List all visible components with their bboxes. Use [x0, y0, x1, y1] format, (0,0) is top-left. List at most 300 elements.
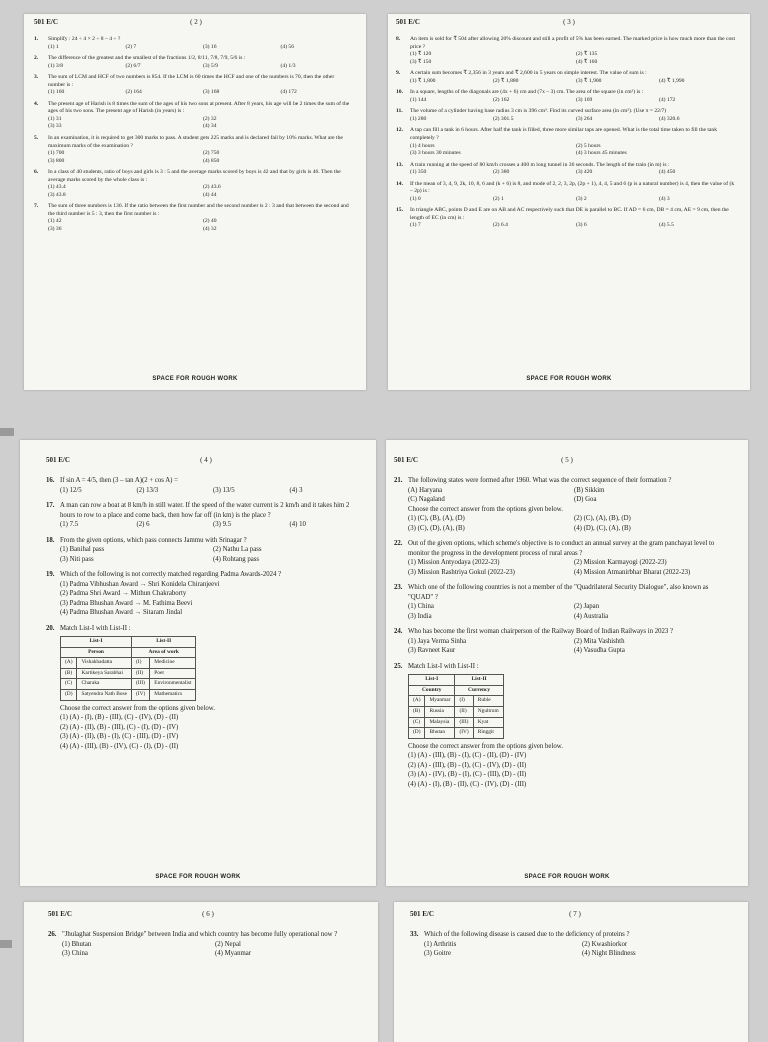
question-number: 11. — [396, 108, 403, 115]
answer-option[interactable]: (2) (C), (A), (B), (D) — [574, 515, 631, 523]
table-cell: (IV) — [455, 728, 473, 739]
exam-page-2 — [24, 14, 366, 390]
answer-option[interactable]: (3) 5/9 — [203, 62, 219, 69]
question-item — [396, 127, 742, 157]
question-item — [34, 36, 358, 51]
question-item — [396, 207, 742, 230]
option-list — [410, 116, 742, 124]
table-cell: (III) — [132, 679, 150, 690]
question-number: 33. — [410, 931, 419, 938]
answer-option[interactable]: (4) Mission Atmanirbhar Bharat (2022-23) — [574, 568, 691, 576]
page-number: ( 3 ) — [563, 18, 575, 26]
answer-option[interactable]: (3) (A) - (IV), (B) - (I), (C) - (III), (D) - (II) — [408, 771, 527, 779]
answer-option[interactable]: (4) 850 — [203, 157, 220, 164]
answer-option[interactable]: (2) 164 — [125, 89, 142, 96]
answer-option[interactable]: (3) Mission Rashtriya Gokul (2022-23) — [408, 568, 515, 576]
answer-option[interactable]: (2) 6.4 — [493, 222, 508, 229]
list-1-header: List-I — [61, 637, 132, 648]
table-cell: Bhutan — [425, 728, 455, 739]
question-item — [410, 930, 740, 959]
answer-option[interactable]: (4) 34 — [203, 123, 217, 130]
paper-code: 501 E/C — [396, 18, 420, 26]
list-2-header: List-II — [132, 637, 196, 648]
answer-option[interactable]: (2) Nathu La pass — [213, 546, 262, 554]
answer-option[interactable]: (3) 6 — [576, 222, 587, 229]
question-item — [34, 74, 358, 97]
question-number: 1. — [34, 36, 39, 42]
answer-option[interactable]: (3) China — [62, 950, 88, 958]
answer-option[interactable]: (3) ₹ 150 — [410, 58, 432, 65]
exam-page-4 — [20, 440, 376, 886]
list-2-subheader: Currency — [455, 685, 503, 696]
question-text: Out of the given options, which scheme's objective is to conduct an annual survey at the gram panchayat level to monitor the progress in the development process of rural areas ? — [408, 540, 715, 557]
answer-option[interactable]: (3) ₹ 1,900 — [576, 77, 602, 84]
option-list — [410, 78, 742, 86]
answer-option[interactable]: (1) 42 — [48, 218, 62, 225]
answer-option[interactable]: (1) 280 — [410, 115, 427, 122]
question-item — [46, 476, 366, 495]
question-item — [394, 662, 740, 789]
option-list — [424, 940, 740, 959]
answer-option[interactable]: (1) ₹ 1,800 — [410, 77, 436, 84]
binder-clip-left-bottom — [0, 940, 12, 948]
answer-option[interactable]: (A) Haryana — [408, 486, 443, 494]
answer-option[interactable]: (2) 32 — [203, 115, 217, 122]
answer-option[interactable]: (3) Ravneet Kaur — [408, 647, 456, 655]
option-list — [410, 51, 742, 66]
option-list — [60, 545, 366, 564]
table-row — [61, 658, 196, 669]
question-text: A man can row a boat at 8 km/h in still water. If the speed of the water current is 2 km/h and it takes him 2 hours to row to a place and come back, then how far off (in km) is the place ? — [60, 502, 350, 519]
table-cell: (I) — [455, 696, 473, 707]
answer-option[interactable]: (4) 56 — [280, 43, 295, 50]
question-number: 15. — [396, 207, 403, 214]
answer-option[interactable]: (2) 1 — [493, 195, 504, 202]
answer-option[interactable]: (4) 3 — [289, 486, 303, 494]
question-list — [394, 476, 740, 656]
answer-option[interactable]: (4) (D), (C), (A), (B) — [574, 524, 631, 532]
answer-option[interactable]: (2) 380 — [493, 169, 510, 176]
answer-option[interactable]: (2) Mita Vashishth — [574, 637, 625, 645]
answer-option[interactable]: (3) 3 hours 30 minutes — [410, 150, 461, 157]
question-text: The following states were formed after 1960. What was the correct sequence of their formation ? — [408, 477, 672, 484]
answer-option[interactable]: (1) 350 — [410, 169, 427, 176]
table-cell: Myanmar — [425, 696, 455, 707]
answer-option[interactable]: (1) 7 — [410, 222, 421, 229]
answer-option[interactable]: (2) 301.5 — [493, 115, 514, 122]
question-number: 26. — [48, 931, 57, 938]
answer-option[interactable]: (4) (A) - (III), (B) - (IV), (C) - (I), (D) - (II) — [60, 742, 179, 750]
instruction-text: Choose the correct answer from the options given below. — [408, 505, 563, 513]
question-text: Match List-I with List-II : — [60, 624, 131, 632]
question-item — [34, 169, 358, 199]
table-cell: Medicine — [150, 658, 196, 669]
option-list — [60, 713, 366, 751]
question-text: If the mean of 3, 4, 9, 2k, 10, 8, 6 and (k + 6) is 8, and mode of 2, 2, 3, 2p, (2p + 1), 4, 4, 5 and 6 (p is a natural number) is 4, then the value of (k – 2p) is : — [410, 180, 735, 195]
list-2-subheader: Area of work — [132, 647, 196, 658]
answer-option[interactable]: (1) Bhutan — [62, 940, 92, 948]
question-text: The present age of Harish is 8 times the sum of the ages of his two sons at present. After 8 years, his age will be 2 times the sum of the ages of his two sons. The present age of Harish (in years) is : — [48, 100, 350, 115]
answer-option[interactable]: (4) ₹ 1,990 — [659, 77, 685, 84]
answer-option[interactable]: (4) 32 — [203, 226, 217, 233]
question-number: 23. — [394, 584, 403, 592]
question-number: 18. — [46, 536, 55, 544]
answer-option[interactable]: (4) 320.6 — [659, 115, 680, 122]
answer-option[interactable]: (1) ₹ 120 — [410, 51, 432, 58]
option-list — [408, 486, 740, 505]
question-item — [394, 583, 740, 621]
answer-option[interactable]: (3) 33 — [48, 123, 62, 130]
question-item — [396, 70, 742, 85]
answer-option[interactable]: (1) Banihal pass — [60, 546, 105, 554]
question-text: A certain sum becomes ₹ 2,356 in 3 years and ₹ 2,600 in 5 years on simple interest. The value of sum is : — [410, 70, 647, 77]
answer-option[interactable]: (1) 700 — [48, 150, 65, 157]
question-number: 4. — [34, 100, 39, 107]
paper-code: 501 E/C — [46, 456, 70, 464]
question-number: 22. — [394, 540, 403, 548]
answer-option[interactable]: (4) Rohtang pass — [213, 555, 260, 563]
page-number: ( 4 ) — [200, 456, 212, 464]
answer-option[interactable]: (2) 43.6 — [203, 184, 221, 191]
answer-option[interactable]: (3) Goitre — [424, 950, 451, 958]
question-number: 13. — [396, 161, 403, 168]
option-list — [48, 184, 358, 199]
answer-option[interactable]: (1) (A) - (III), (B) - (I), (C) - (II), (D) - (IV) — [408, 752, 527, 760]
question-text: Which of the following is not correctly matched regarding Padma Awards-2024 ? — [60, 571, 282, 579]
answer-option[interactable]: (2) 6 — [136, 521, 150, 529]
paper-code: 501 E/C — [48, 910, 72, 918]
page-header — [396, 18, 742, 32]
answer-option[interactable]: (2) 13/3 — [136, 486, 159, 494]
paper-code: 501 E/C — [410, 910, 434, 918]
instruction-text: Choose the correct answer from the options given below. — [60, 704, 215, 712]
match-question — [46, 624, 366, 751]
table-cell: (C) — [409, 717, 425, 728]
answer-option[interactable]: (3) 13/5 — [213, 486, 235, 494]
question-item — [396, 36, 742, 66]
match-question — [394, 662, 740, 789]
question-text: The difference of the greatest and the smallest of the fractions 1/2, 8/11, 7/8, 7/9, 5/6 is : — [48, 55, 246, 62]
question-item — [396, 181, 742, 204]
answer-option[interactable]: (1) 43.4 — [48, 184, 66, 191]
question-text: The volume of a cylinder having base radius 3 cm is 396 cm³. Find its curved surface area (in cm²). (Use π = 22/7) — [410, 108, 667, 115]
page-header — [48, 910, 368, 924]
answer-option[interactable]: (1) 7.5 — [60, 521, 79, 529]
question-text: A train running at the speed of 80 km/h crosses a 400 m long tunnel in 36 seconds. The length of the train (in m) is : — [410, 161, 670, 168]
rough-work-footer: SPACE FOR ROUGH WORK — [524, 874, 610, 880]
paper-code: 501 E/C — [34, 18, 58, 26]
table-cell: (D) — [409, 728, 425, 739]
table-cell: (A) — [409, 696, 425, 707]
table-cell: (A) — [61, 658, 77, 669]
answer-option[interactable]: (2) 5 hours — [576, 142, 601, 149]
answer-option[interactable]: (4) Myanmar — [215, 950, 252, 958]
answer-option[interactable]: (C) Nagaland — [408, 496, 445, 504]
table-cell: (C) — [61, 679, 77, 690]
page-header — [394, 456, 740, 470]
question-number: 10. — [396, 89, 403, 96]
match-table — [408, 674, 504, 738]
table-cell: Poet — [150, 668, 196, 679]
option-list — [48, 89, 358, 97]
page-number: ( 6 ) — [202, 910, 214, 918]
page-number: ( 5 ) — [561, 456, 573, 464]
question-text: A tap can fill a tank in 6 hours. After half the tank is filled, three more similar taps are opened. What is the total time taken to fill the tank completely ? — [410, 127, 717, 142]
question-list — [34, 36, 358, 234]
answer-option[interactable]: (2) 40 — [203, 218, 217, 225]
question-text: Match List-I with List-II : — [408, 662, 479, 670]
answer-option[interactable]: (4) Night Blindness — [582, 950, 636, 958]
question-number: 6. — [34, 169, 39, 176]
answer-option[interactable]: (2) 162 — [493, 96, 510, 103]
option-list — [410, 97, 742, 105]
rough-work-footer: SPACE FOR ROUGH WORK — [526, 376, 612, 382]
answer-option[interactable]: (4) (A) - (I), (B) - (II), (C) - (IV), (D) - (III) — [408, 780, 527, 788]
answer-option[interactable]: (4) Padma Bhushan Award → Sitaram Jindal — [60, 609, 183, 617]
answer-option[interactable]: (1) (C), (B), (A), (D) — [408, 515, 465, 523]
question-text: "Jhulaghat Suspension Bridge" between India and which country has become fully operational now ? — [62, 931, 338, 938]
table-cell: Vishakhadatta — [77, 658, 132, 669]
match-table — [60, 636, 196, 700]
answer-option[interactable]: (4) 172 — [659, 96, 676, 103]
question-text: In a class of 40 students, ratio of boys and girls is 3 : 5 and the average marks scored by boys is 42 and that by girls is 46. Then the average marks scored by the whole class is : — [48, 169, 341, 183]
question-text: If sin A = 4/5, then (3 – tan A)(2 + cos A) = — [60, 477, 178, 484]
rough-work-footer: SPACE FOR ROUGH WORK — [155, 874, 241, 880]
rough-work-footer: SPACE FOR ROUGH WORK — [152, 376, 238, 382]
answer-option[interactable]: (3) (C), (D), (A), (B) — [408, 524, 465, 532]
question-text: An item is sold for ₹ 504 after allowing 20% discount and still a profit of 5% has been earned. The marked price is how much more than the cost price ? — [410, 36, 736, 50]
answer-option[interactable]: (2) (A) - (III), (B) - (I), (C) - (IV), (D) - (II) — [408, 761, 527, 769]
table-cell: Kartikeya Sarabhai — [77, 668, 132, 679]
question-text: Who has become the first woman chairperson of the Railway Board of Indian Railways in 2023 ? — [408, 628, 674, 636]
list-1-subheader: Country — [409, 685, 455, 696]
question-text: In a square, lengths of the diagonals are (4x + 6) cm and (7x – 3) cm. The area of the square (in cm²) is : — [410, 89, 644, 96]
answer-option[interactable]: (3) 16 — [203, 43, 217, 50]
answer-option[interactable]: (1) 1 — [48, 43, 59, 50]
answer-option[interactable]: (1) (A) - (I), (B) - (III), (C) - (IV), (D) - (II) — [60, 714, 179, 722]
question-number: 24. — [394, 628, 403, 636]
option-list — [410, 222, 742, 230]
table-cell: Charaka — [77, 679, 132, 690]
question-item — [396, 162, 742, 177]
question-text: Which of the following disease is caused due to the deficiency of proteins ? — [424, 931, 630, 938]
question-item — [48, 930, 368, 959]
answer-option[interactable]: (4) Australia — [574, 612, 609, 620]
table-cell: (II) — [132, 668, 150, 679]
option-list — [48, 150, 358, 165]
option-list — [408, 751, 740, 789]
answer-option[interactable]: (1) 3/8 — [48, 62, 64, 69]
page-header — [34, 18, 358, 32]
answer-option[interactable]: (3) 9.5 — [213, 521, 232, 529]
question-number: 14. — [396, 180, 403, 187]
question-list — [396, 36, 742, 230]
answer-option[interactable]: (2) Kwashiorkor — [582, 940, 628, 948]
page-header — [46, 456, 366, 470]
option-list — [408, 514, 740, 533]
question-text: The sum of LCM and HCF of two numbers is 854. If the LCM is 60 times the HCF and one of the numbers is 70, then the other number is : — [48, 74, 335, 88]
answer-option[interactable]: (4) 3 hours 45 minutes — [576, 150, 627, 157]
answer-option[interactable]: (3) 36 — [48, 226, 62, 233]
table-cell: Mathematics — [150, 690, 196, 701]
table-cell: (I) — [132, 658, 150, 669]
answer-option[interactable]: (2) 750 — [203, 150, 220, 157]
question-list — [410, 930, 740, 959]
answer-option[interactable]: (D) Goa — [574, 496, 597, 504]
question-list — [46, 476, 366, 618]
answer-option[interactable]: (2) (A) - (II), (B) - (III), (C) - (I), (D) - (IV) — [60, 723, 179, 731]
answer-option[interactable]: (3) 2 — [576, 195, 587, 202]
option-list — [410, 196, 742, 204]
option-list — [62, 940, 368, 959]
question-number: 21. — [394, 477, 403, 484]
option-list — [48, 44, 358, 52]
answer-option[interactable]: (3) 169 — [576, 96, 593, 103]
table-row — [61, 690, 196, 701]
question-number: 20. — [46, 624, 55, 632]
table-cell: (III) — [455, 717, 473, 728]
table-row — [409, 717, 504, 728]
answer-option[interactable]: (3) 43.8 — [48, 191, 66, 198]
answer-option[interactable]: (1) 0 — [410, 195, 421, 202]
question-number: 2. — [34, 55, 39, 62]
question-number: 19. — [46, 571, 55, 579]
question-item — [34, 203, 358, 233]
answer-option[interactable]: (3) Niti pass — [60, 555, 94, 563]
answer-option[interactable]: (1) 12/5 — [60, 486, 82, 494]
answer-option[interactable]: (4) 450 — [659, 169, 676, 176]
binder-clip-left — [0, 428, 14, 436]
answer-option[interactable]: (3) 264 — [576, 115, 593, 122]
answer-option[interactable]: (2) Nepal — [215, 940, 241, 948]
answer-option[interactable]: (B) Sikkim — [574, 486, 605, 494]
table-cell: Ringgit — [473, 728, 503, 739]
answer-option[interactable]: (1) Mission Antyodaya (2022-23) — [408, 559, 500, 567]
table-cell: Satyendra Nath Bose — [77, 690, 132, 701]
answer-option[interactable]: (3) India — [408, 612, 432, 620]
table-row — [61, 679, 196, 690]
exam-page-3 — [388, 14, 750, 390]
table-cell: (B) — [61, 668, 77, 679]
table-row — [409, 696, 504, 707]
table-cell: (II) — [455, 706, 473, 717]
question-item — [394, 627, 740, 656]
question-item — [34, 135, 358, 165]
instruction-text: Choose the correct answer from the options given below. — [408, 742, 563, 750]
answer-option[interactable]: (1) China — [408, 603, 434, 611]
option-list — [60, 486, 366, 496]
option-list — [408, 558, 740, 577]
answer-option[interactable]: (4) 3 — [659, 195, 670, 202]
question-item — [396, 89, 742, 104]
question-text: From the given options, which pass connects Jammu with Srinagar ? — [60, 536, 247, 544]
table-row — [409, 706, 504, 717]
answer-option[interactable]: (4) Vasudha Gupta — [574, 647, 625, 655]
answer-option[interactable]: (2) ₹ 1,880 — [493, 77, 519, 84]
table-row — [61, 668, 196, 679]
table-cell: Ngultrum — [473, 706, 503, 717]
question-item — [34, 101, 358, 131]
option-list — [48, 218, 358, 233]
list-1-subheader: Person — [61, 647, 132, 658]
answer-option[interactable]: (4) 172 — [280, 89, 297, 96]
option-list — [48, 63, 358, 71]
table-cell: Environmentalist — [150, 679, 196, 690]
exam-page-7 — [394, 902, 748, 1042]
answer-option[interactable]: (2) 6/7 — [125, 62, 141, 69]
exam-page-6 — [24, 902, 378, 1042]
answer-option[interactable]: (1) 144 — [410, 96, 427, 103]
answer-option[interactable]: (2) Mission Karmayogi (2022-23) — [574, 559, 667, 567]
answer-option[interactable]: (1) 31 — [48, 115, 62, 122]
question-text: In an examination, it is required to get 300 marks to pass. A student gets 225 marks and is declared fail by 10% marks. What are the maximum marks of the examination ? — [48, 135, 343, 149]
question-number: 16. — [46, 477, 55, 484]
answer-option[interactable]: (1) 160 — [48, 89, 65, 96]
answer-option[interactable]: (2) Japan — [574, 603, 600, 611]
question-number: 25. — [394, 662, 403, 670]
answer-option[interactable]: (3) 168 — [203, 89, 220, 96]
option-list — [60, 520, 366, 530]
answer-option[interactable]: (3) Padma Bhushan Award → M. Fathima Beevi — [60, 599, 193, 607]
question-number: 5. — [34, 135, 39, 142]
table-row — [409, 728, 504, 739]
answer-option[interactable]: (4) 5.5 — [659, 222, 674, 229]
answer-option[interactable]: (2) 7 — [125, 43, 137, 50]
question-item — [396, 108, 742, 123]
question-text: Simplify : 24 ÷ 4 × 2 ÷ 8 – 4 ÷ ? — [48, 36, 121, 42]
page-header — [410, 910, 740, 924]
answer-option[interactable]: (4) 1/3 — [280, 62, 296, 69]
question-item — [46, 624, 366, 751]
table-cell: (IV) — [132, 690, 150, 701]
answer-option[interactable]: (2) ₹ 135 — [576, 51, 598, 58]
option-list — [408, 637, 740, 656]
question-item — [394, 539, 740, 577]
page-number: ( 2 ) — [190, 18, 202, 26]
table-cell: Ruble — [473, 696, 503, 707]
question-text: Which one of the following countries is not a member of the "Quadrilateral Security Dialogue", also known as "QUAD" ? — [408, 584, 709, 601]
answer-option[interactable]: (1) Jaya Verma Sinha — [408, 637, 467, 645]
question-item — [394, 476, 740, 533]
question-text: The sum of three numbers is 136. If the ratio between the first number and the second number is 2 : 3 and that between the second and the third number is 5 : 3, then the first number is : — [48, 203, 349, 217]
answer-option[interactable]: (3) 420 — [576, 169, 593, 176]
table-cell: Russia — [425, 706, 455, 717]
answer-option[interactable]: (4) ₹ 160 — [576, 58, 598, 65]
answer-option[interactable]: (1) Arthritis — [424, 940, 457, 948]
table-cell: Malaysia — [425, 717, 455, 728]
answer-option[interactable]: (1) Padma Vibhushan Award → Shri Konidela Chiranjeevi — [60, 580, 220, 588]
answer-option[interactable]: (3) (A) - (II), (B) - (I), (C) - (III), (D) - (IV) — [60, 733, 179, 741]
exam-page-5 — [386, 440, 748, 886]
question-item — [46, 501, 366, 530]
list-1-header: List-I — [409, 675, 455, 686]
option-list — [410, 169, 742, 177]
table-cell: (B) — [409, 706, 425, 717]
option-list — [60, 580, 366, 618]
answer-option[interactable]: (1) 4 hours — [410, 142, 435, 149]
question-text: In triangle ABC, points D and E are on AB and AC respectively such that DE is parallel to BC. If AD = 6 cm, DB = 4 cm, AE = 9 cm, then the length of EC (in cm) is : — [410, 207, 729, 221]
question-number: 3. — [34, 74, 39, 81]
question-list — [48, 930, 368, 959]
option-list — [410, 143, 742, 158]
answer-option[interactable]: (2) Padma Shri Award → Mithun Chakraborty — [60, 590, 187, 598]
paper-code: 501 E/C — [394, 456, 418, 464]
answer-option[interactable]: (3) 800 — [48, 157, 65, 164]
question-number: 9. — [396, 70, 401, 77]
answer-option[interactable]: (4) 44 — [203, 191, 217, 198]
answer-option[interactable]: (4) 10 — [289, 521, 306, 529]
question-number: 17. — [46, 502, 55, 510]
